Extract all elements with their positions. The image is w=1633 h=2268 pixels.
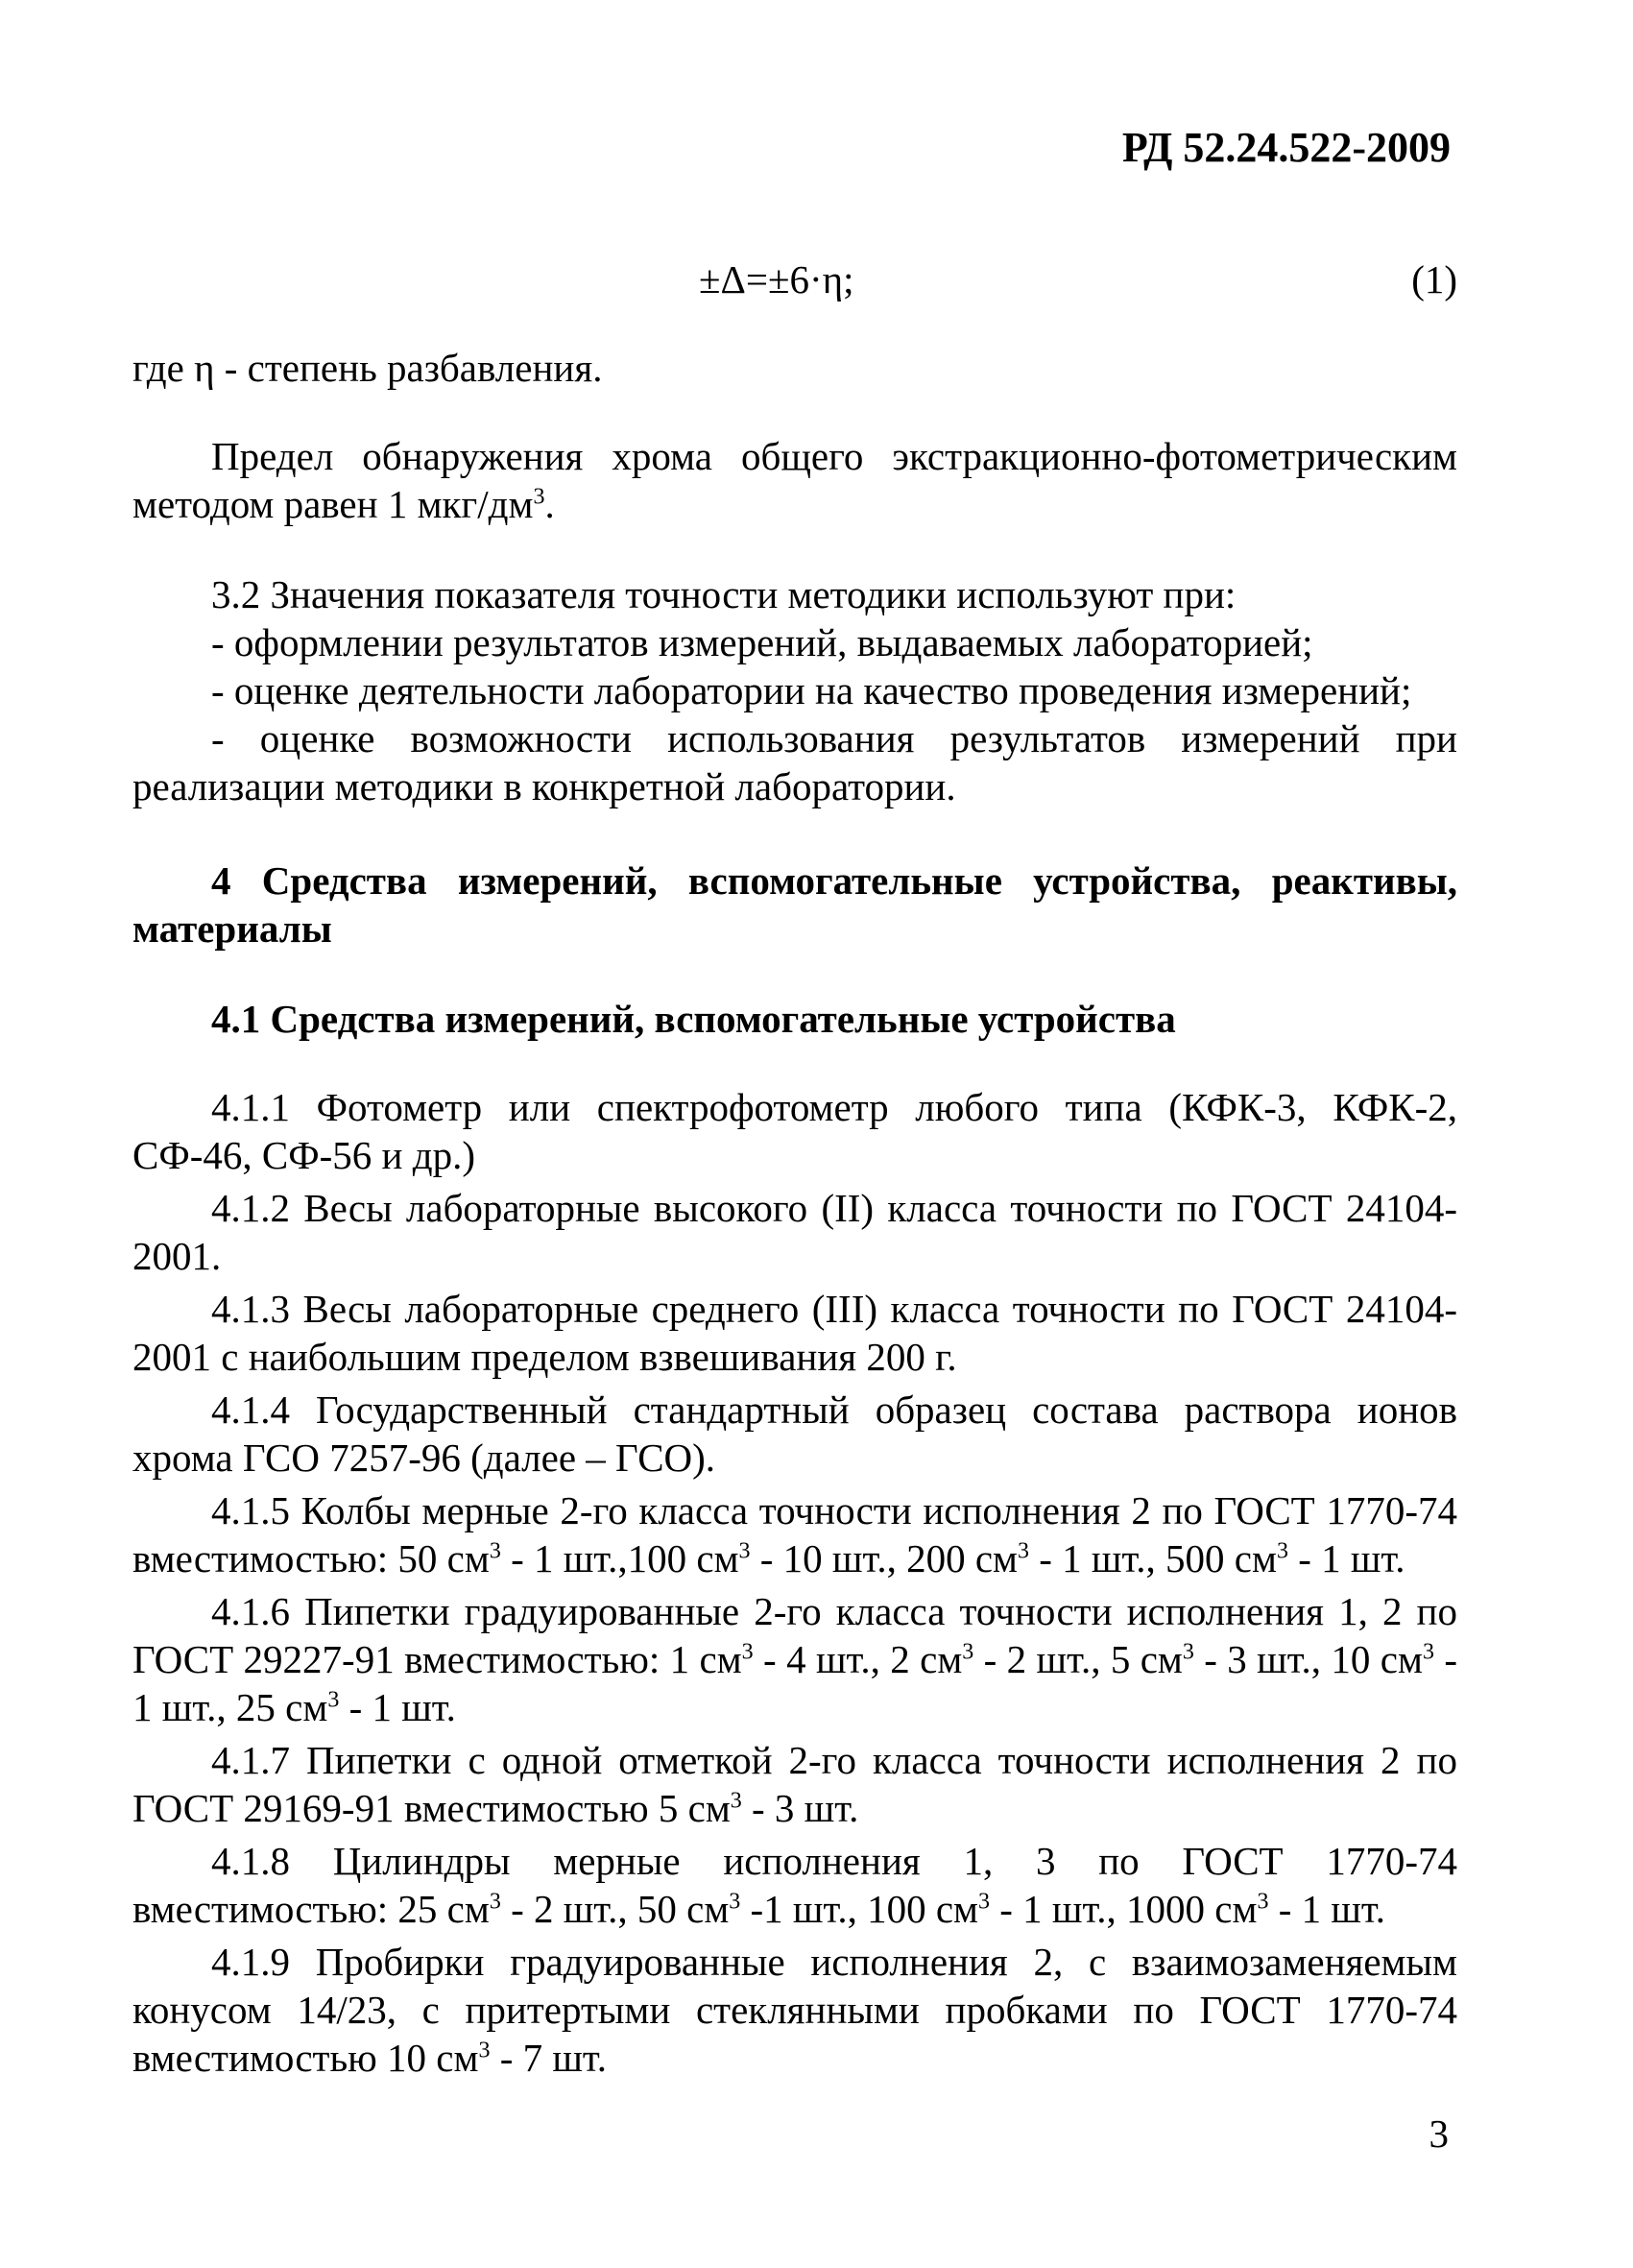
formula-row	[132, 255, 1457, 303]
page-body	[132, 255, 1457, 2082]
item-4-1-7: 4.1.7 Пипетки с одной отметкой 2-го класса точности исполнения 2 по ГОСТ 29169-91 вместимостью 5 $см^3 - 3$ шт.	[132, 1738, 1457, 1830]
formula-expression: ±Δ=±6·η;	[699, 257, 854, 302]
document-code: РД 52.24.522-2009	[1121, 124, 1451, 171]
item-4-1-5: 4.1.5 Колбы мерные 2-го класса точности исполнения 2 по ГОСТ 1770-74 вместимостью: 50 $см^3 - 1$ шт.,100 $см^3 - 10$ шт., 200 $см^3 - 1$ шт., 500 $см^3 - 1$ шт.	[132, 1488, 1457, 1580]
item-4-1-2: 4.1.2 Весы лабораторные высокого (II) класса точности по ГОСТ 24104-2001.	[132, 1186, 1457, 1278]
item-4-1-9: 4.1.9 Пробирки градуированные исполнения 2, с взаимозаменяемым конусом 14/23, с притертыми стеклянными пробками по ГОСТ 1770-74 вместимостью 10 $см^3 - 7$ шт.	[132, 1940, 1457, 2080]
section-4-heading: 4 Средства измерений, вспомогательные устройства, реактивы, материалы	[132, 858, 1457, 951]
item-4-1-1: 4.1.1 Фотометр или спектрофотометр любого типа (КФК-3, КФК-2, СФ-46, СФ-56 и др.)	[132, 1085, 1457, 1177]
where-line: где η - степень разбавления.	[132, 346, 603, 390]
formula-number: (1)	[1411, 257, 1457, 302]
item-4-1-3: 4.1.3 Весы лабораторные среднего (III) класса точности по ГОСТ 24104-2001 с наибольшим пределом взвешивания 200 г.	[132, 1287, 1457, 1379]
detection-limit-paragraph: Предел обнаружения хрома общего экстракционно-фотометрическим методом равен 1 мкг/$дм^3$.	[132, 434, 1457, 526]
item-4-1-6: 4.1.6 Пипетки градуированные 2-го класса точности исполнения 1, 2 по ГОСТ 29227-91 вместимостью: 1 $см^3 - 4$ шт., 2 $см^3 - 2$ шт., 5 $см^3 - 3$ шт., 10 $см^3 - 1$ шт., 25 $см^3 - 1$ шт.	[132, 1589, 1457, 1729]
section-3-2-bullet: - оценке возможности использования результатов измерений при реализации методики в конкретной лаборатории.	[132, 716, 1457, 808]
section-4-1-heading: 4.1 Средства измерений, вспомогательные устройства	[211, 997, 1176, 1041]
page-number: 3	[1429, 2111, 1449, 2156]
section-3-2-bullet: - оформлении результатов измерений, выдаваемых лабораторией;	[211, 620, 1313, 664]
section-3-2-intro: 3.2 Значения показателя точности методики используют при:	[211, 572, 1237, 616]
section-3-2-bullet: - оценке деятельности лаборатории на качество проведения измерений;	[211, 668, 1412, 712]
item-4-1-8: 4.1.8 Цилиндры мерные исполнения 1, 3 по ГОСТ 1770-74 вместимостью: 25 $см^3 - 2$ шт., 50 $см^3$ -1 шт., 100 $см^3 - 1$ шт., 1000 $см^3 - 1$ шт.	[132, 1839, 1457, 1931]
item-4-1-4: 4.1.4 Государственный стандартный образец состава раствора ионов хрома ГСО 7257-96 (далее – ГСО).	[132, 1387, 1457, 1480]
